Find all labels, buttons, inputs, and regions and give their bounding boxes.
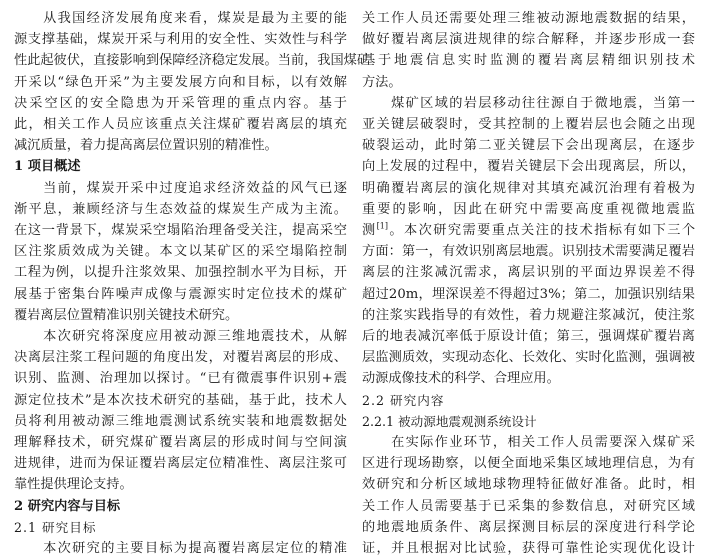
section-heading: 1 项目概述 xyxy=(14,159,81,175)
body-text-line: 进规律，进而为保证覆岩离层定位精准性、离层注浆可 xyxy=(14,456,347,472)
body-text-line: 工程为例，以提升注浆效果、加强控制水平为目标，开 xyxy=(14,265,347,281)
body-text-line: 层监测质效，实现动态化、长效化、实时化监测，强调被 xyxy=(362,350,695,366)
body-text-line: 本次研究的主要目标为提高覆岩离层定位的精准 xyxy=(14,541,347,556)
body-text-line: 超过20m，埋深误差不得超过3%；第二，加强识别结果 xyxy=(362,286,695,302)
body-text-line: 识别、监测、治理加以探讨。“已有微震事件识别+震 xyxy=(14,371,347,387)
body-text-line: 重要的影响，因此在研究中需要高度重视微地震监 xyxy=(362,201,695,217)
body-text-line: 证，并且根据对比试验，获得可靠性论实现优化设计 xyxy=(362,541,695,556)
body-text-line: 性此起彼伏，直接影响到保障经济稳定发展。当前，我国煤矿 xyxy=(14,53,371,69)
body-text-line: 理解释技术，研究煤矿覆岩离层的形成时间与空间演 xyxy=(14,435,347,450)
body-text-line: 后的地表减沉率低于原设计值；第三，强调煤矿覆岩离 xyxy=(362,329,695,344)
body-text-line: 区注浆质效成为关键。本文以某矿区的采空塌陷控制 xyxy=(14,244,347,260)
body-text-line: 亚关键层破裂时，受其控制的上覆岩层也会随之出现 xyxy=(362,117,695,132)
section-heading: 2 研究内容与目标 xyxy=(14,498,121,514)
body-text-line: 决采空区的安全隐患为开采管理的重点内容。基于 xyxy=(14,95,347,111)
body-text-line: 的注浆实践指导的有效性，着力规避注浆减沉，使注浆 xyxy=(362,307,695,323)
body-text-line: 渐平息，兼顾经济与生态效益的煤炭生产成为主流。 xyxy=(14,201,347,217)
body-text-line: 减沉质量，着力提高离层位置识别的精准性。 xyxy=(14,138,278,154)
body-text-line: 基于地震信息实时监测的覆岩离层精细识别技术 xyxy=(362,53,695,69)
body-text-line: 在这一背景下，煤炭采空塌陷治理备受关注，提高采空 xyxy=(14,223,347,238)
body-text-line: 源定位技术”是本次技术研究的基础，基于此，技术人 xyxy=(14,392,347,408)
body-text-line: 展基于密集台阵噪声成像与震源实时定位技术的煤矿 xyxy=(14,286,347,302)
subsection-heading: 2.2 研究内容 xyxy=(362,392,445,408)
body-text-line: 煤矿区域的岩层移动往往源自于微地震，当第一 xyxy=(362,95,695,111)
body-text: 。本次研究需要重点关注的技术指标有如下三个 xyxy=(387,223,696,238)
body-text-line: 做好覆岩离层演进规律的综合解释，并逐步形成一套 xyxy=(362,32,695,48)
body-text-line: 区进行现场勘察，以便全面地采集区域地理信息，为有 xyxy=(362,456,695,472)
body-text-line: 关工作人员需要基于已采集的参数信息，对研究区域 xyxy=(362,498,695,514)
body-text-line: 动源成像技术的科学、合理应用。 xyxy=(362,371,560,387)
body-text-line: 开采以“绿色开采”为主要发展方向和目标，以有效解 xyxy=(14,74,347,90)
body-text-line: 靠性提供理论支持。 xyxy=(14,477,133,493)
body-text: 测 xyxy=(362,223,377,238)
body-text-line: 当前，煤炭开采中过度追求经济效益的风气已逐 xyxy=(14,180,347,196)
body-text-line: 方面：第一，有效识别离层地震。识别技术需要满足覆岩 xyxy=(362,244,695,260)
body-text-line: 效研究和分析区域地球物理特征做好准备。此时，相 xyxy=(362,477,695,493)
body-text-line: 破裂运动，此时第二亚关键层下会出现离层，在逐步 xyxy=(362,138,695,154)
body-text-line: 方法。 xyxy=(362,74,402,90)
body-text-line: 决离层注浆工程问题的角度出发，对覆岩离层的形成、 xyxy=(14,350,347,366)
body-text-line: 此，相关工作人员应该重点关注煤矿覆岩离层的填充 xyxy=(14,117,347,132)
body-text-line: 源支撑基础，煤炭开采与利用的安全性、实效性与科学 xyxy=(14,32,347,48)
citation-marker: [1] xyxy=(376,221,388,231)
body-text-line: 覆岩离层位置精准识别关键技术研究。 xyxy=(14,307,239,323)
subsection-heading: 2.2.1 被动源地震观测系统设计 xyxy=(362,413,537,429)
body-text-line: 关工作人员还需要处理三维被动源地震数据的结果， xyxy=(362,11,695,26)
body-text-line: 离层的注浆减沉需求，离层识别的平面边界误差不得 xyxy=(362,265,695,281)
body-text-line: 本次研究将深度应用被动源三维地震技术，从解 xyxy=(14,329,347,344)
body-text-line: 明确覆岩离层的演化规律对其填充减沉治理有着极为 xyxy=(362,180,695,196)
body-text-line: 从我国经济发展角度来看，煤炭是最为主要的能 xyxy=(14,11,347,26)
body-text-line xyxy=(362,220,695,242)
body-text-line: 在实际作业环节，相关工作人员需要深入煤矿采 xyxy=(362,435,695,450)
body-text-line: 的地震地质条件、离层探测目标层的深度进行科学论 xyxy=(362,519,695,535)
body-text-line: 向上发展的过程中，覆岩关键层下会出现离层，所以， xyxy=(362,159,695,175)
subsection-heading: 2.1 研究目标 xyxy=(14,519,97,535)
body-text-line: 员将利用被动源三维地震测试系统实装和地震数据处 xyxy=(14,413,347,429)
